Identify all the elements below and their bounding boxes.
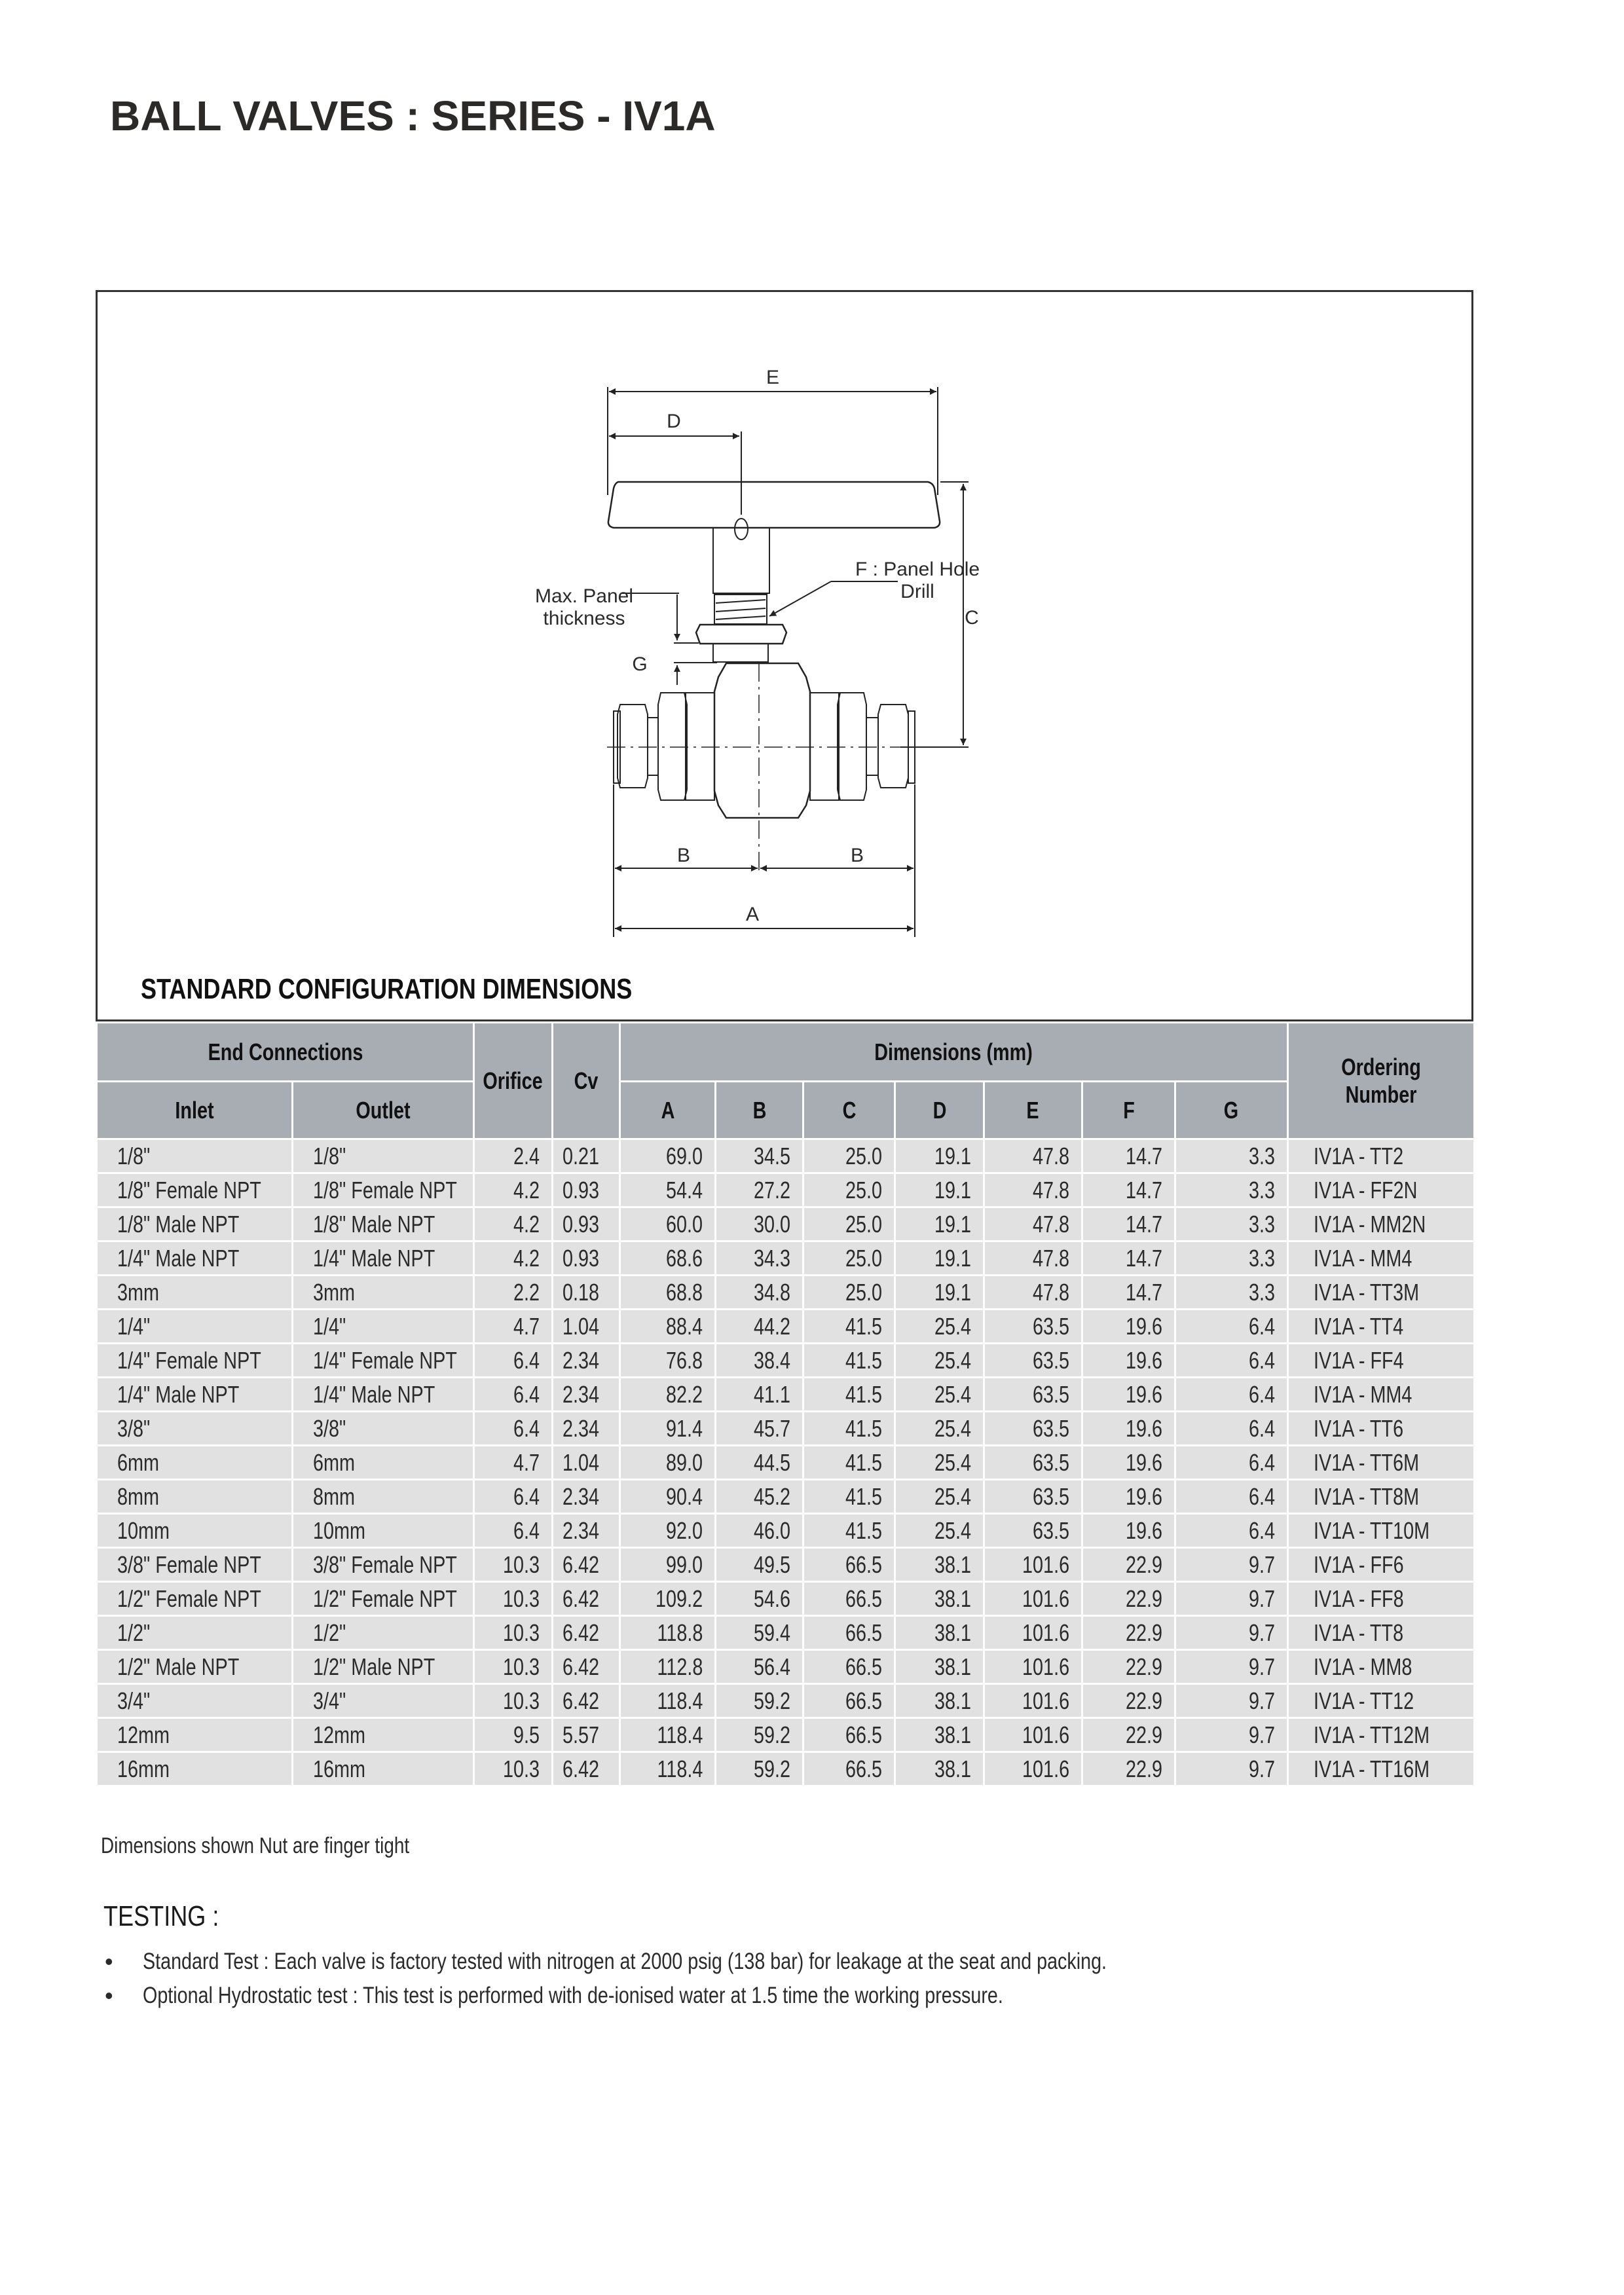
- header-inlet: Inlet: [97, 1082, 293, 1139]
- cell-dim-g: 9.7: [1175, 1582, 1288, 1616]
- table-row: [97, 1378, 1475, 1412]
- table-row: [97, 1684, 1475, 1718]
- cell-dim-e: 63.5: [984, 1310, 1082, 1344]
- cell-inlet: 1/2" Male NPT: [97, 1650, 293, 1684]
- cell-dim-c: 41.5: [803, 1378, 895, 1412]
- cell-outlet: 10mm: [293, 1514, 474, 1548]
- cell-dim-g: 6.4: [1175, 1378, 1288, 1412]
- cell-dim-e: 63.5: [984, 1344, 1082, 1378]
- cell-dim-d: 25.4: [895, 1446, 984, 1480]
- cell-dim-d: 25.4: [895, 1344, 984, 1378]
- cell-dim-a: 92.0: [620, 1514, 716, 1548]
- cell-dim-g: 9.7: [1175, 1650, 1288, 1684]
- cell-dim-b: 34.3: [716, 1241, 803, 1276]
- cell-dim-d: 25.4: [895, 1514, 984, 1548]
- cell-dim-b: 34.8: [716, 1276, 803, 1310]
- cell-dim-b: 34.5: [716, 1139, 803, 1173]
- cell-dim-a: 99.0: [620, 1548, 716, 1582]
- cell-dim-f: 14.7: [1082, 1139, 1175, 1173]
- table-row: [97, 1480, 1475, 1514]
- label-max-panel-1: Max. Panel: [534, 585, 634, 607]
- cell-orifice: 6.4: [474, 1344, 553, 1378]
- cell-inlet: 3/8" Female NPT: [97, 1548, 293, 1582]
- header-dim-d: D: [895, 1082, 984, 1139]
- cell-dim-f: 14.7: [1082, 1241, 1175, 1276]
- cell-cv: 0.18: [553, 1276, 620, 1310]
- cell-outlet: 3/4": [293, 1684, 474, 1718]
- cell-inlet: 3/8": [97, 1412, 293, 1446]
- nut-left-outer: [618, 705, 648, 788]
- cell-cv: 1.04: [553, 1446, 620, 1480]
- cell-dim-b: 27.2: [716, 1173, 803, 1207]
- cell-dim-e: 47.8: [984, 1241, 1082, 1276]
- cell-inlet: 1/8": [97, 1139, 293, 1173]
- cell-inlet: 1/2" Female NPT: [97, 1582, 293, 1616]
- cell-dim-f: 14.7: [1082, 1276, 1175, 1310]
- cell-inlet: 1/4" Male NPT: [97, 1241, 293, 1276]
- cell-orifice: 4.2: [474, 1207, 553, 1241]
- cell-dim-b: 44.5: [716, 1446, 803, 1480]
- cell-inlet: 1/8" Female NPT: [97, 1173, 293, 1207]
- cell-dim-g: 9.7: [1175, 1548, 1288, 1582]
- header-dim-f: F: [1082, 1082, 1175, 1139]
- cell-dim-e: 47.8: [984, 1173, 1082, 1207]
- cell-ordering-number: IV1A - FF6: [1288, 1548, 1475, 1582]
- cell-dim-b: 30.0: [716, 1207, 803, 1241]
- table-row: [97, 1344, 1475, 1378]
- cell-ordering-number: IV1A - TT12: [1288, 1684, 1475, 1718]
- cell-dim-e: 101.6: [984, 1718, 1082, 1752]
- header-dim-e: E: [984, 1082, 1082, 1139]
- cell-dim-d: 25.4: [895, 1412, 984, 1446]
- cell-orifice: 9.5: [474, 1718, 553, 1752]
- cell-dim-a: 118.4: [620, 1718, 716, 1752]
- cell-cv: 0.93: [553, 1207, 620, 1241]
- cell-dim-e: 63.5: [984, 1378, 1082, 1412]
- cell-inlet: 1/4": [97, 1310, 293, 1344]
- valve-body: [714, 663, 810, 818]
- cell-dim-c: 41.5: [803, 1480, 895, 1514]
- cell-ordering-number: IV1A - TT8M: [1288, 1480, 1475, 1514]
- cell-ordering-number: IV1A - TT16M: [1288, 1752, 1475, 1786]
- cell-dim-d: 38.1: [895, 1684, 984, 1718]
- drawing-frame: [96, 290, 1473, 1021]
- nut-right-outer: [878, 705, 908, 788]
- cell-dim-b: 41.1: [716, 1378, 803, 1412]
- cell-dim-a: 89.0: [620, 1446, 716, 1480]
- cell-cv: 6.42: [553, 1582, 620, 1616]
- cell-dim-g: 3.3: [1175, 1207, 1288, 1241]
- cell-inlet: 1/4" Female NPT: [97, 1344, 293, 1378]
- cell-dim-g: 6.4: [1175, 1344, 1288, 1378]
- cell-dim-c: 41.5: [803, 1310, 895, 1344]
- cell-ordering-number: IV1A - TT6: [1288, 1412, 1475, 1446]
- cell-cv: 1.04: [553, 1310, 620, 1344]
- cell-dim-g: 9.7: [1175, 1718, 1288, 1752]
- cell-outlet: 1/8": [293, 1139, 474, 1173]
- cell-dim-g: 6.4: [1175, 1514, 1288, 1548]
- cell-orifice: 6.4: [474, 1378, 553, 1412]
- cell-dim-g: 6.4: [1175, 1310, 1288, 1344]
- cell-outlet: 16mm: [293, 1752, 474, 1786]
- cell-dim-g: 9.7: [1175, 1684, 1288, 1718]
- cell-dim-f: 14.7: [1082, 1173, 1175, 1207]
- cell-dim-g: 6.4: [1175, 1412, 1288, 1446]
- cell-dim-e: 101.6: [984, 1582, 1082, 1616]
- cell-dim-g: 3.3: [1175, 1276, 1288, 1310]
- cell-orifice: 10.3: [474, 1684, 553, 1718]
- cell-orifice: 4.7: [474, 1446, 553, 1480]
- cell-dim-c: 66.5: [803, 1684, 895, 1718]
- cell-dim-d: 38.1: [895, 1752, 984, 1786]
- cell-dim-d: 19.1: [895, 1241, 984, 1276]
- cell-dim-e: 47.8: [984, 1139, 1082, 1173]
- footnote: Dimensions shown Nut are finger tight: [101, 1833, 410, 1858]
- dimensions-table: [96, 1021, 1475, 1787]
- table-body: [97, 1139, 1475, 1786]
- cell-dim-f: 22.9: [1082, 1718, 1175, 1752]
- cell-dim-a: 68.8: [620, 1276, 716, 1310]
- cell-dim-g: 9.7: [1175, 1752, 1288, 1786]
- cell-dim-c: 41.5: [803, 1344, 895, 1378]
- cell-dim-e: 63.5: [984, 1480, 1082, 1514]
- cell-ordering-number: IV1A - TT12M: [1288, 1718, 1475, 1752]
- cell-dim-a: 118.8: [620, 1616, 716, 1650]
- cell-dim-b: 38.4: [716, 1344, 803, 1378]
- cell-orifice: 4.7: [474, 1310, 553, 1344]
- cell-dim-b: 59.2: [716, 1718, 803, 1752]
- cell-dim-c: 66.5: [803, 1752, 895, 1786]
- cell-dim-c: 41.5: [803, 1412, 895, 1446]
- cell-dim-f: 19.6: [1082, 1480, 1175, 1514]
- cell-cv: 0.21: [553, 1139, 620, 1173]
- cell-ordering-number: IV1A - MM4: [1288, 1241, 1475, 1276]
- cell-dim-d: 38.1: [895, 1650, 984, 1684]
- cell-dim-f: 19.6: [1082, 1412, 1175, 1446]
- cell-dim-f: 22.9: [1082, 1582, 1175, 1616]
- cell-dim-a: 68.6: [620, 1241, 716, 1276]
- cell-orifice: 10.3: [474, 1616, 553, 1650]
- cell-dim-g: 9.7: [1175, 1616, 1288, 1650]
- cell-dim-g: 6.4: [1175, 1480, 1288, 1514]
- cell-dim-c: 66.5: [803, 1650, 895, 1684]
- cell-cv: 2.34: [553, 1344, 620, 1378]
- cell-dim-c: 66.5: [803, 1616, 895, 1650]
- header-dim-g: G: [1175, 1082, 1288, 1139]
- cell-inlet: 8mm: [97, 1480, 293, 1514]
- label-panel-hole-1: F : Panel Hole: [855, 559, 980, 580]
- cell-orifice: 6.4: [474, 1412, 553, 1446]
- section-title: STANDARD CONFIGURATION DIMENSIONS: [141, 973, 633, 1005]
- cell-dim-f: 19.6: [1082, 1446, 1175, 1480]
- cell-dim-f: 22.9: [1082, 1752, 1175, 1786]
- cell-dim-a: 109.2: [620, 1582, 716, 1616]
- cell-ordering-number: IV1A - FF8: [1288, 1582, 1475, 1616]
- cell-dim-d: 38.1: [895, 1548, 984, 1582]
- cell-dim-e: 101.6: [984, 1650, 1082, 1684]
- nut-right-inner: [838, 693, 866, 800]
- cell-dim-b: 46.0: [716, 1514, 803, 1548]
- label-c: C: [965, 607, 979, 629]
- cell-orifice: 2.4: [474, 1139, 553, 1173]
- cell-dim-d: 19.1: [895, 1139, 984, 1173]
- cell-inlet: 1/8" Male NPT: [97, 1207, 293, 1241]
- cell-dim-b: 49.5: [716, 1548, 803, 1582]
- cell-cv: 6.42: [553, 1616, 620, 1650]
- cell-dim-c: 25.0: [803, 1173, 895, 1207]
- cell-orifice: 10.3: [474, 1752, 553, 1786]
- table-row: [97, 1276, 1475, 1310]
- cell-dim-f: 22.9: [1082, 1650, 1175, 1684]
- header-dim-a: A: [620, 1082, 716, 1139]
- cell-orifice: 4.2: [474, 1173, 553, 1207]
- cell-dim-a: 69.0: [620, 1139, 716, 1173]
- cell-cv: 2.34: [553, 1412, 620, 1446]
- cell-dim-d: 38.1: [895, 1616, 984, 1650]
- valve-dimension-drawing: [98, 292, 1475, 980]
- cell-dim-d: 25.4: [895, 1378, 984, 1412]
- panel-nut: [696, 625, 786, 644]
- cell-ordering-number: IV1A - TT2: [1288, 1139, 1475, 1173]
- cell-dim-e: 101.6: [984, 1548, 1082, 1582]
- cell-dim-c: 41.5: [803, 1514, 895, 1548]
- cell-dim-a: 82.2: [620, 1378, 716, 1412]
- cell-orifice: 4.2: [474, 1241, 553, 1276]
- cell-dim-a: 76.8: [620, 1344, 716, 1378]
- label-max-panel-2: thickness: [543, 608, 625, 629]
- cell-outlet: 1/2" Female NPT: [293, 1582, 474, 1616]
- label-b-left: B: [676, 845, 691, 866]
- cell-dim-f: 19.6: [1082, 1378, 1175, 1412]
- cell-outlet: 1/4" Male NPT: [293, 1378, 474, 1412]
- cell-dim-f: 22.9: [1082, 1616, 1175, 1650]
- cell-dim-a: 90.4: [620, 1480, 716, 1514]
- cell-dim-c: 25.0: [803, 1276, 895, 1310]
- cell-dim-g: 3.3: [1175, 1173, 1288, 1207]
- stem-lower: [713, 644, 768, 662]
- table-row: [97, 1752, 1475, 1786]
- handle-shape: [608, 482, 940, 528]
- label-panel-hole-2: Drill: [900, 581, 934, 602]
- cell-dim-d: 19.1: [895, 1207, 984, 1241]
- header-outlet: Outlet: [293, 1082, 474, 1139]
- cell-inlet: 6mm: [97, 1446, 293, 1480]
- cell-ordering-number: IV1A - TT10M: [1288, 1514, 1475, 1548]
- cell-inlet: 10mm: [97, 1514, 293, 1548]
- cell-inlet: 1/2": [97, 1616, 293, 1650]
- cell-dim-b: 45.7: [716, 1412, 803, 1446]
- bullet-icon: •: [105, 1948, 113, 1975]
- cell-dim-f: 19.6: [1082, 1514, 1175, 1548]
- cell-dim-c: 25.0: [803, 1207, 895, 1241]
- table-row: [97, 1412, 1475, 1446]
- cell-cv: 5.57: [553, 1718, 620, 1752]
- cell-outlet: 1/4" Male NPT: [293, 1241, 474, 1276]
- cell-outlet: 3/8": [293, 1412, 474, 1446]
- cell-outlet: 1/2" Male NPT: [293, 1650, 474, 1684]
- cell-cv: 6.42: [553, 1752, 620, 1786]
- cell-dim-b: 56.4: [716, 1650, 803, 1684]
- testing-item-text: Optional Hydrostatic test : This test is performed with de-ionised water at 1.5 time the working pressure.: [143, 1983, 1003, 2008]
- cell-outlet: 1/4": [293, 1310, 474, 1344]
- cell-ordering-number: IV1A - TT6M: [1288, 1446, 1475, 1480]
- cell-ordering-number: IV1A - TT4: [1288, 1310, 1475, 1344]
- cell-dim-b: 59.2: [716, 1684, 803, 1718]
- cell-dim-d: 25.4: [895, 1480, 984, 1514]
- leader-line-f: [769, 581, 831, 616]
- cell-dim-d: 38.1: [895, 1582, 984, 1616]
- cell-dim-a: 54.4: [620, 1173, 716, 1207]
- cell-dim-d: 38.1: [895, 1718, 984, 1752]
- header-orifice: Orifice: [474, 1023, 553, 1139]
- label-a: A: [745, 904, 760, 925]
- cell-dim-d: 19.1: [895, 1276, 984, 1310]
- cell-dim-d: 19.1: [895, 1173, 984, 1207]
- cell-cv: 2.34: [553, 1378, 620, 1412]
- cell-dim-g: 3.3: [1175, 1139, 1288, 1173]
- label-e: E: [766, 367, 780, 388]
- cell-dim-e: 101.6: [984, 1752, 1082, 1786]
- cell-orifice: 10.3: [474, 1650, 553, 1684]
- cell-ordering-number: IV1A - MM2N: [1288, 1207, 1475, 1241]
- cell-outlet: 1/4" Female NPT: [293, 1344, 474, 1378]
- cell-inlet: 3mm: [97, 1276, 293, 1310]
- table-row: [97, 1310, 1475, 1344]
- label-g: G: [632, 653, 648, 675]
- cell-orifice: 10.3: [474, 1582, 553, 1616]
- cell-dim-c: 66.5: [803, 1548, 895, 1582]
- cell-dim-e: 63.5: [984, 1412, 1082, 1446]
- cell-dim-c: 25.0: [803, 1241, 895, 1276]
- nut-left-inner: [658, 693, 687, 800]
- table-row: [97, 1207, 1475, 1241]
- cell-dim-a: 60.0: [620, 1207, 716, 1241]
- cell-inlet: 12mm: [97, 1718, 293, 1752]
- table-row: [97, 1616, 1475, 1650]
- header-dimensions: Dimensions (mm): [620, 1023, 1288, 1082]
- cell-ordering-number: IV1A - TT8: [1288, 1616, 1475, 1650]
- set-screw: [735, 519, 748, 540]
- cell-dim-b: 59.2: [716, 1752, 803, 1786]
- cell-ordering-number: IV1A - MM8: [1288, 1650, 1475, 1684]
- cell-inlet: 1/4" Male NPT: [97, 1378, 293, 1412]
- cell-dim-g: 3.3: [1175, 1241, 1288, 1276]
- table-row: [97, 1582, 1475, 1616]
- cell-orifice: 2.2: [474, 1276, 553, 1310]
- cell-dim-b: 59.4: [716, 1616, 803, 1650]
- cell-ordering-number: IV1A - FF4: [1288, 1344, 1475, 1378]
- header-dim-b: B: [716, 1082, 803, 1139]
- cell-dim-b: 54.6: [716, 1582, 803, 1616]
- cell-cv: 6.42: [553, 1650, 620, 1684]
- header-dim-c: C: [803, 1082, 895, 1139]
- header-cv: Cv: [553, 1023, 620, 1139]
- cell-dim-e: 63.5: [984, 1446, 1082, 1480]
- header-end-connections: End Connections: [97, 1023, 474, 1082]
- table-row: [97, 1241, 1475, 1276]
- cell-dim-b: 45.2: [716, 1480, 803, 1514]
- cell-cv: 6.42: [553, 1684, 620, 1718]
- cell-dim-f: 22.9: [1082, 1684, 1175, 1718]
- cell-dim-a: 112.8: [620, 1650, 716, 1684]
- cell-dim-c: 66.5: [803, 1718, 895, 1752]
- cell-dim-g: 6.4: [1175, 1446, 1288, 1480]
- cell-orifice: 10.3: [474, 1548, 553, 1582]
- table-row: [97, 1514, 1475, 1548]
- cell-dim-a: 118.4: [620, 1752, 716, 1786]
- cell-outlet: 1/8" Female NPT: [293, 1173, 474, 1207]
- table-row: [97, 1446, 1475, 1480]
- cell-dim-f: 14.7: [1082, 1207, 1175, 1241]
- cell-orifice: 6.4: [474, 1480, 553, 1514]
- table-row: [97, 1139, 1475, 1173]
- cell-dim-b: 44.2: [716, 1310, 803, 1344]
- cell-cv: 0.93: [553, 1241, 620, 1276]
- label-b-right: B: [850, 845, 864, 866]
- cell-dim-c: 25.0: [803, 1139, 895, 1173]
- bullet-icon: •: [105, 1982, 113, 2009]
- table-row: [97, 1718, 1475, 1752]
- cell-cv: 2.34: [553, 1480, 620, 1514]
- cell-dim-e: 47.8: [984, 1276, 1082, 1310]
- cell-dim-e: 101.6: [984, 1616, 1082, 1650]
- body-neck-left: [686, 693, 714, 800]
- cell-inlet: 3/4": [97, 1684, 293, 1718]
- cell-dim-a: 91.4: [620, 1412, 716, 1446]
- cell-inlet: 16mm: [97, 1752, 293, 1786]
- stem: [713, 528, 769, 593]
- header-ordering-number: Ordering Number: [1288, 1023, 1475, 1139]
- table-row: [97, 1548, 1475, 1582]
- table-row: [97, 1173, 1475, 1207]
- cell-dim-f: 19.6: [1082, 1310, 1175, 1344]
- cell-dim-e: 47.8: [984, 1207, 1082, 1241]
- page-title: BALL VALVES : SERIES - IV1A: [110, 92, 716, 139]
- label-d: D: [667, 411, 681, 432]
- cell-outlet: 8mm: [293, 1480, 474, 1514]
- cell-dim-e: 101.6: [984, 1684, 1082, 1718]
- cell-outlet: 6mm: [293, 1446, 474, 1480]
- cell-outlet: 3mm: [293, 1276, 474, 1310]
- cell-dim-a: 88.4: [620, 1310, 716, 1344]
- cell-dim-e: 63.5: [984, 1514, 1082, 1548]
- cell-dim-a: 118.4: [620, 1684, 716, 1718]
- cell-ordering-number: IV1A - TT3M: [1288, 1276, 1475, 1310]
- cell-outlet: 12mm: [293, 1718, 474, 1752]
- cell-outlet: 1/8" Male NPT: [293, 1207, 474, 1241]
- cell-outlet: 1/2": [293, 1616, 474, 1650]
- cell-dim-f: 19.6: [1082, 1344, 1175, 1378]
- table-row: [97, 1650, 1475, 1684]
- cell-dim-d: 25.4: [895, 1310, 984, 1344]
- cell-dim-c: 66.5: [803, 1582, 895, 1616]
- cell-orifice: 6.4: [474, 1514, 553, 1548]
- body-neck-right: [810, 693, 839, 800]
- cell-ordering-number: IV1A - MM4: [1288, 1378, 1475, 1412]
- cell-cv: 6.42: [553, 1548, 620, 1582]
- cell-cv: 2.34: [553, 1514, 620, 1548]
- testing-heading: TESTING :: [103, 1900, 219, 1932]
- cell-dim-f: 22.9: [1082, 1548, 1175, 1582]
- cell-outlet: 3/8" Female NPT: [293, 1548, 474, 1582]
- cell-cv: 0.93: [553, 1173, 620, 1207]
- testing-item-text: Standard Test : Each valve is factory tested with nitrogen at 2000 psig (138 bar) for leakage at the seat and packing.: [143, 1949, 1107, 1974]
- cell-ordering-number: IV1A - FF2N: [1288, 1173, 1475, 1207]
- cell-dim-c: 41.5: [803, 1446, 895, 1480]
